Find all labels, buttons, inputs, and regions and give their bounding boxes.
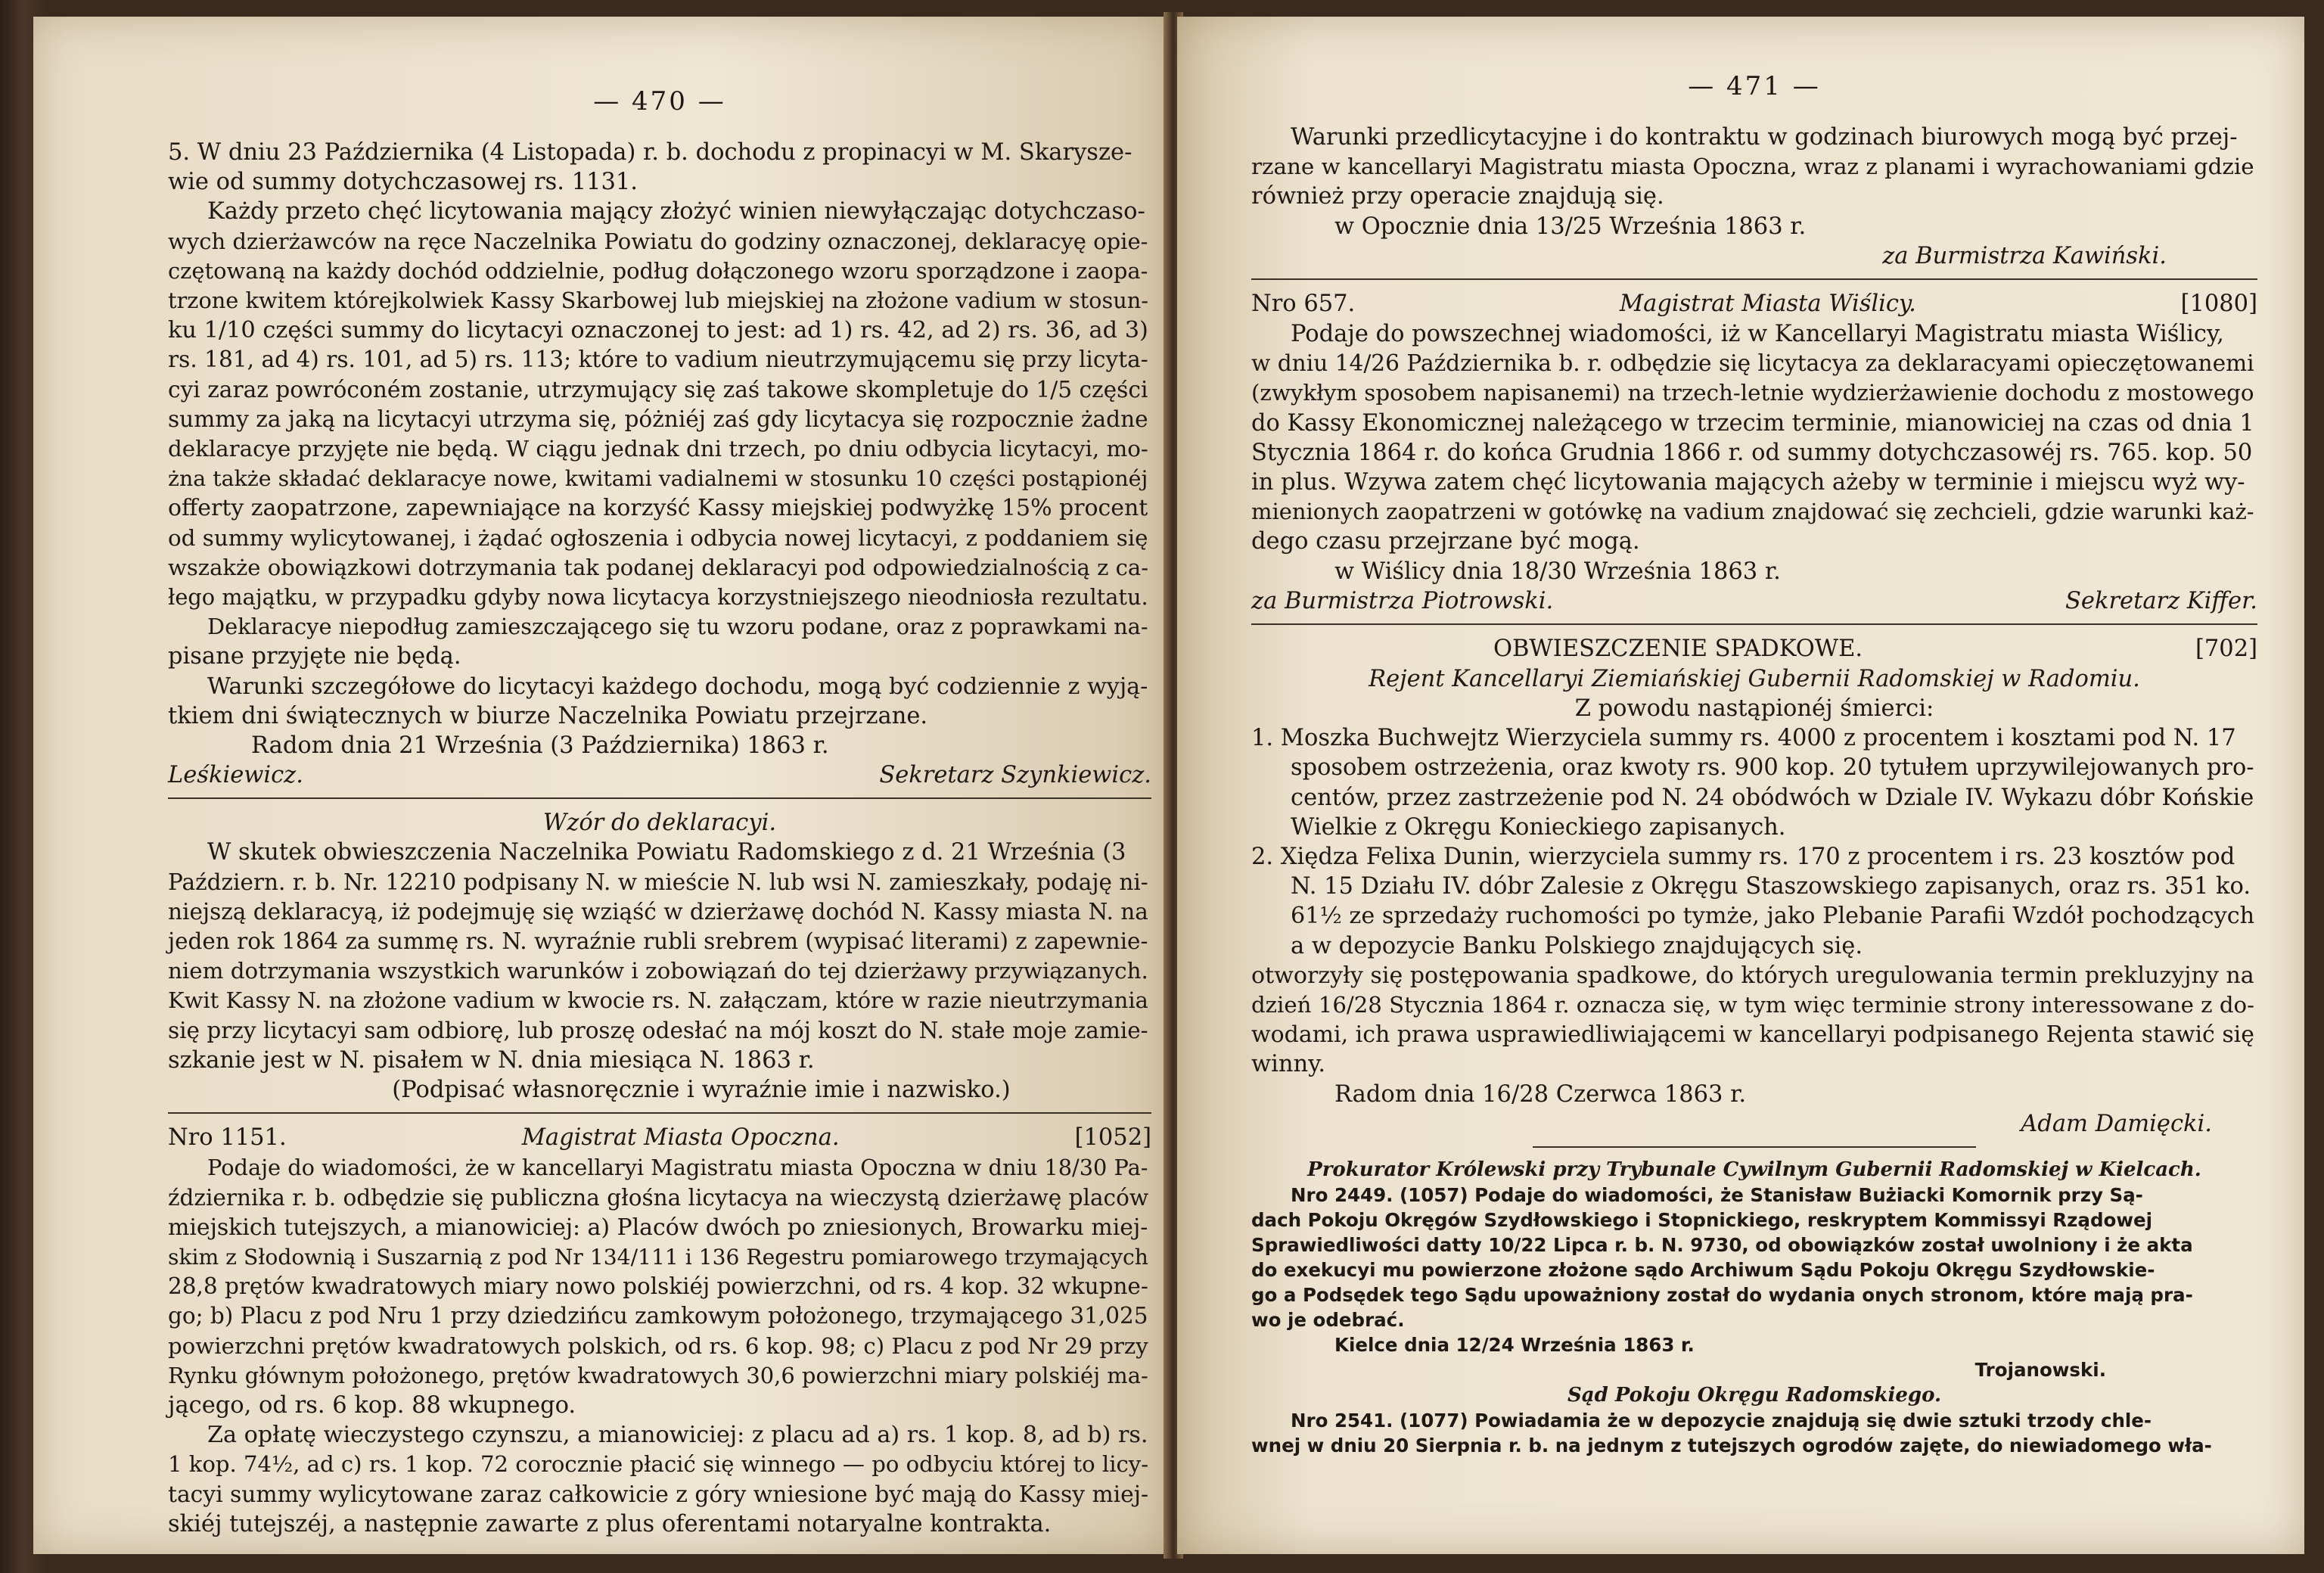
left-page xyxy=(33,17,1168,1554)
text-line: do exekucyi mu powierzone złożone sądo Archiwum Sądu Pokoju Okręgu Szydłowskie- xyxy=(1251,1259,2155,1282)
right-text-block-3 xyxy=(1251,723,2257,1109)
text-line: dego czasu przejrzane być mogą. xyxy=(1251,528,1640,555)
right-text-block-4 xyxy=(1251,1183,2257,1357)
text-line: Każdy przeto chęć licytowania mający złożyć winien niewyłączając dotychczaso- xyxy=(207,198,1145,225)
text-line: Październ. r. b. Nr. 12210 podpisany N. w mieście N. lub wsi N. zamieszkały, podaję ni- xyxy=(168,869,1148,895)
text-line: powierzchni prętów kwadratowych polskich, od rs. 6 kop. 98; c) Placu z pod Nr 29 przy xyxy=(168,1332,1148,1359)
notice-ref: [1052] xyxy=(1074,1124,1151,1152)
text-line: go a Podsędek tego Sądu upoważniony został do wydania onych stronom, które mają pra- xyxy=(1251,1284,2193,1307)
divider xyxy=(1251,623,2257,625)
text-line: go; b) Placu z pod Nru 1 przy dziedzińcu zamkowym położonego, trzymającego 31,025 xyxy=(168,1303,1148,1329)
text-line: Radom dnia 16/28 Czerwca 1863 r. xyxy=(1334,1080,1747,1108)
notice-title: Magistrat Miasta Opoczna. xyxy=(521,1124,840,1152)
text-line: a w depozycie Banku Polskiego znajdujących się. xyxy=(1291,932,1863,959)
text-line: 1 kop. 74½, ad c) rs. 1 kop. 72 corocznie płacić się winnego — po odbyciu której to licy- xyxy=(168,1451,1149,1478)
notice-number: Nro 1151. xyxy=(168,1124,287,1152)
text-line: Deklaracye niepodług zamieszczającego się tu wzoru podane, oraz z poprawkami na- xyxy=(207,614,1148,640)
text-line: Nro 2449. (1057) Podaje do wiadomości, że Stanisław Bużiacki Komornik przy Są- xyxy=(1291,1184,2143,1207)
text-line: dzień 16/28 Stycznia 1864 r. oznacza się, w tym więc terminie strony interessowane z do- xyxy=(1251,992,2254,1018)
signature-right: Sekretarz Szynkiewicz. xyxy=(879,762,1151,789)
text-line: do Kassy Ekonomicznej należącego w trzecim terminie, mianowiciej na czas od dnia 1 xyxy=(1251,409,2254,437)
text-line: Warunki szczegółowe do licytacyi każdego dochodu, mogą być codziennie z wyją- xyxy=(207,673,1148,700)
text-line: jeden rok 1864 za summę rs. N. wyraźnie rubli srebrem (wypisać literami) z zapewnie- xyxy=(168,928,1148,955)
text-line: w Wiślicy dnia 18/30 Września 1863 r. xyxy=(1334,558,1781,585)
text-line: się przy licytacyi sam odbiorę, lub proszę odesłać na mój koszt do N. stałe moje zamie- xyxy=(168,1017,1148,1043)
text-line: wie od summy dotychczasowej rs. 1131. xyxy=(168,169,638,196)
text-line: w Opocznie dnia 13/25 Września 1863 r. xyxy=(1334,213,1807,240)
left-text-block-2 xyxy=(168,838,1151,1105)
text-line: Rynku głównym położonego, prętów kwadratowych 30,6 powierzchni miary polskiéj ma- xyxy=(168,1362,1148,1388)
text-line: summy za jaką na licytacyi utrzyma się, póżniéj zaś gdy licytacya się rozpocznie żadne xyxy=(168,406,1148,432)
text-line: deklaracye przyjęte nie będą. W ciągu jednak dni trzech, po dniu odbycia licytacyi, mo- xyxy=(168,436,1148,462)
right-text-block-2 xyxy=(1251,319,2257,586)
notice-number: Nro 657. xyxy=(1251,291,1356,318)
notice-subtitle: Sąd Pokoju Okręgu Radomskiego. xyxy=(1567,1384,1942,1407)
text-line: Podaje do powszechnej wiadomości, iż w Kancellaryi Magistratu miasta Wiślicy, xyxy=(1291,321,2224,348)
left-text-block-1 xyxy=(168,138,1151,760)
text-line: rzane w kancellaryi Magistratu miasta Opoczna, wraz z planami i wyrachowaniami gdzie xyxy=(1251,154,2254,180)
text-line: mienionych zaopatrzeni w gotówkę na vadium znajdować się zechcieli, gdzie warunki każ- xyxy=(1251,499,2254,525)
text-line: dach Pokoju Okręgów Szydłowskiego i Stopnickiego, reskryptem Kommissyi Rządowej xyxy=(1251,1209,2152,1232)
divider xyxy=(1251,278,2257,280)
text-line: od summy wylicytowanej, i żądać ogłoszenia i odbycia nowej licytacyi, z poddaniem się xyxy=(168,524,1148,551)
text-line: Stycznia 1864 r. do końca Grudnia 1866 r. od summy dotychczasowéj rs. 765. kop. 50 xyxy=(1251,439,2253,466)
text-line: N. 15 Działu IV. dóbr Zalesie z Okręgu Staszowskiego zapisanych, oraz rs. 351 ko. xyxy=(1291,873,2251,900)
divider xyxy=(168,1112,1151,1114)
text-line: 5. W dniu 23 Października (4 Listopada) r. b. dochodu z propinacyi w M. Skarysze- xyxy=(168,139,1132,166)
text-line: (zwykłym sposobem napisanemi) na trzech-letnie wydzierżawienie dochodu z mostowego xyxy=(1251,380,2254,406)
divider xyxy=(1533,1146,1975,1148)
notice-title: OBWIESZCZENIE SPADKOWE. xyxy=(1493,635,1863,662)
signature-left: Leśkiewicz. xyxy=(168,762,303,789)
text-line: niejszą deklaracyą, iż podejmuję się wziąść w dzierżawę dochód N. Kassy miasta N. na xyxy=(168,898,1148,925)
text-line: ździernika r. b. odbędzie się publiczna głośna licytacya na wieczystą dzierżawę placów xyxy=(168,1184,1149,1211)
left-column xyxy=(168,86,1151,1539)
notice-ref: [1080] xyxy=(2180,291,2257,318)
text-line: wnej w dniu 20 Sierpnia r. b. na jednym z tutejszych ogrodów zajęte, do niewiadomego wła- xyxy=(1251,1435,2212,1457)
signature-left: za Burmistrza Piotrowski. xyxy=(1251,587,1554,614)
text-line: 61½ ze sprzedaży ruchomości po tymże, jako Plebanie Parafii Wzdół pochodzących xyxy=(1291,903,2255,930)
text-line: Radom dnia 21 Września (3 Października) 1863 r. xyxy=(251,732,829,760)
text-line: szkanie jest w N. pisałem w N. dnia miesiąca N. 1863 r. xyxy=(168,1046,815,1074)
text-line: wo je odebrać. xyxy=(1251,1309,1405,1332)
text-line: tacyi summy wylicytowane zaraz całkowicie z góry wniesione być mają do Kassy miej- xyxy=(168,1481,1148,1508)
text-line: skiéj tutejszéj, a następnie zawarte z plus oferentami notaryalne kontrakta. xyxy=(168,1510,1052,1537)
text-line: cyi zaraz powróconém zostanie, utrzymujący się zaś takowe skompletuje do 1/5 części xyxy=(168,376,1148,403)
text-line: otworzyły się postępowania spadkowe, do których uregulowania termin prekluzyjny na xyxy=(1251,962,2254,989)
text-line: Nro 2541. (1077) Powiadamia że w depozycie znajdują się dwie sztuki trzody chle- xyxy=(1291,1410,2152,1432)
notice-title: Magistrat Miasta Wiślicy. xyxy=(1619,291,1916,318)
text-line: również przy operacie znajdują się. xyxy=(1251,183,1664,210)
text-line: offerty zaopatrzone, zapewniające na korzyść Kassy miejskiej podwyżkę 15% procent xyxy=(168,495,1148,522)
text-line: ku 1/10 części summy do licytacyi oznaczonej to jest: ad 1) rs. 42, ad 2) rs. 36, ad 3) xyxy=(168,317,1148,344)
text-line: sposobem ostrzeżenia, oraz kwoty rs. 900 kop. 20 tytułem uprzywilejowanych pro- xyxy=(1291,754,2254,782)
text-line: Wielkie z Okręgu Konieckiego zapisanych. xyxy=(1291,813,1786,841)
text-line: 2. Xiędza Felixa Dunin, wierzyciela summy rs. 170 z procentem i rs. 23 kosztów pod xyxy=(1251,844,2235,871)
text-line: czętowaną na każdy dochód oddzielnie, podług dołączonego wzoru sporządzone i zaopa- xyxy=(168,257,1148,284)
text-line: niem dotrzymania wszystkich warunków i zobowiązań do tej dzierżawy przywiązanych. xyxy=(168,958,1148,984)
text-line: wodami, ich prawa usprawiedliwiającemi w kancellaryi podpisanego Rejenta stawić się xyxy=(1251,1021,2254,1049)
right-page xyxy=(1177,17,2304,1554)
text-line: (Podpisać własnoręcznie i wyraźnie imie i nazwisko.) xyxy=(392,1077,1011,1104)
text-line: Za opłatę wieczystego czynszu, a mianowiciej: z placu ad a) rs. 1 kop. 8, ad b) rs. xyxy=(207,1422,1148,1449)
left-text-block-3 xyxy=(168,1153,1151,1539)
text-line: trzone kwitem którejkolwiek Kassy Skarbowej lub miejskiej na złożone vadium w stosun- xyxy=(168,288,1149,314)
text-line: Sprawiedliwości datty 10/22 Lipca r. b. N. 9730, od obowiązków został uwolniony i że akta xyxy=(1251,1234,2193,1257)
text-line: wszakże obowiązkowi dotrzymania tak podanej deklaracyi pod odpowiedzialnością z ca- xyxy=(168,554,1149,580)
section-title: Wzór do deklaracyi. xyxy=(542,810,777,837)
right-text-block-1 xyxy=(1251,123,2257,241)
text-line: skim z Słodownią i Suszarnią z pod Nr 134/111 i 136 Regestru pomiarowego trzymających xyxy=(168,1244,1148,1270)
notice-subtitle: Rejent Kancellaryi Ziemiańskiej Gubernii Radomskiej w Radomiu. xyxy=(1369,665,2140,692)
divider xyxy=(168,797,1151,799)
text-line: żna także składać deklaracye nowe, kwitami vadialnemi w stosunku 10 części postąpionéj xyxy=(168,466,1148,492)
text-line: pisane przyjęte nie będą. xyxy=(168,643,461,670)
signature-right: Sekretarz Kiffer. xyxy=(2065,587,2257,614)
signature-row xyxy=(168,760,1151,790)
notice-header xyxy=(1251,289,2257,319)
right-text-block-5 xyxy=(1251,1408,2257,1458)
text-line: 1. Moszka Buchwejtz Wierzyciela summy rs. 4000 z procentem i kosztami pod N. 17 xyxy=(1251,725,2236,752)
text-line: Kwit Kassy N. na złożone vadium w kwocie rs. N. załączam, które w razie nieutrzymania xyxy=(168,987,1148,1014)
text-line: Podaje do wiadomości, że w kancellaryi Magistratu miasta Opoczna w dniu 18/30 Pa- xyxy=(207,1155,1148,1181)
notice-intro: Z powodu nastąpionéj śmierci: xyxy=(1574,695,1934,723)
text-line: miejskich tutejszych, a mianowiciej: a) Placów dwóch po zniesionych, Browarku miej- xyxy=(168,1214,1148,1241)
notice-subtitle: Prokurator Królewski przy Trybunale Cywilnym Gubernii Radomskiej w Kielcach. xyxy=(1307,1158,2201,1182)
text-line: Warunki przedlicytacyjne i do kontraktu w godzinach biurowych mogą być przej- xyxy=(1291,124,2238,151)
text-line: in plus. Wzywa zatem chęć licytowania mających ażeby w terminie i miejscu wyż wy- xyxy=(1251,469,2245,496)
text-line: winny. xyxy=(1251,1051,1326,1078)
text-line: 28,8 prętów kwadratowych miary nowo polskiéj powierzchni, od rs. 4 kop. 32 wkupne- xyxy=(168,1273,1148,1300)
notice-ref: [702] xyxy=(2195,635,2257,662)
text-line: w dniu 14/26 Października b. r. odbędzie się licytacya za deklaracyami opieczętowanemi xyxy=(1251,350,2254,377)
notice-header xyxy=(1251,634,2257,664)
page-number: — 471 — xyxy=(1688,71,1821,101)
text-line: Kielce dnia 12/24 Września 1863 r. xyxy=(1334,1334,1695,1357)
signature-row xyxy=(1251,586,2257,616)
text-line: wych dzierżawców na ręce Naczelnika Powiatu do godziny oznaczonej, deklaracyę opie- xyxy=(168,228,1148,254)
text-line: W skutek obwieszczenia Naczelnika Powiatu Radomskiego z d. 21 Września (3 xyxy=(207,839,1126,866)
text-line: rs. 181, ad 4) rs. 101, ad 5) rs. 113; które to vadium nieutrzymującemu się przy licyta- xyxy=(168,347,1148,373)
signature: za Burmistrza Kawiński. xyxy=(1882,242,2167,269)
text-line: centów, przez zastrzeżenie pod N. 24 obódwóch w Dziale IV. Wykazu dóbr Końskie xyxy=(1291,784,2254,811)
page-number: — 470 — xyxy=(593,86,726,117)
signature: Trojanowski. xyxy=(1974,1359,2106,1382)
signature: Adam Damięcki. xyxy=(2021,1110,2212,1137)
right-column xyxy=(1251,71,2257,1458)
notice-header xyxy=(168,1123,1151,1153)
text-line: tkiem dni świątecznych w biurze Naczelnika Powiatu przejrzane. xyxy=(168,702,928,729)
text-line: łego majątku, w przypadku gdyby nowa licytacya korzystniejszego nieodniosła rezultatu. xyxy=(168,584,1148,611)
text-line: jącego, od rs. 6 kop. 88 wkupnego. xyxy=(168,1391,576,1419)
